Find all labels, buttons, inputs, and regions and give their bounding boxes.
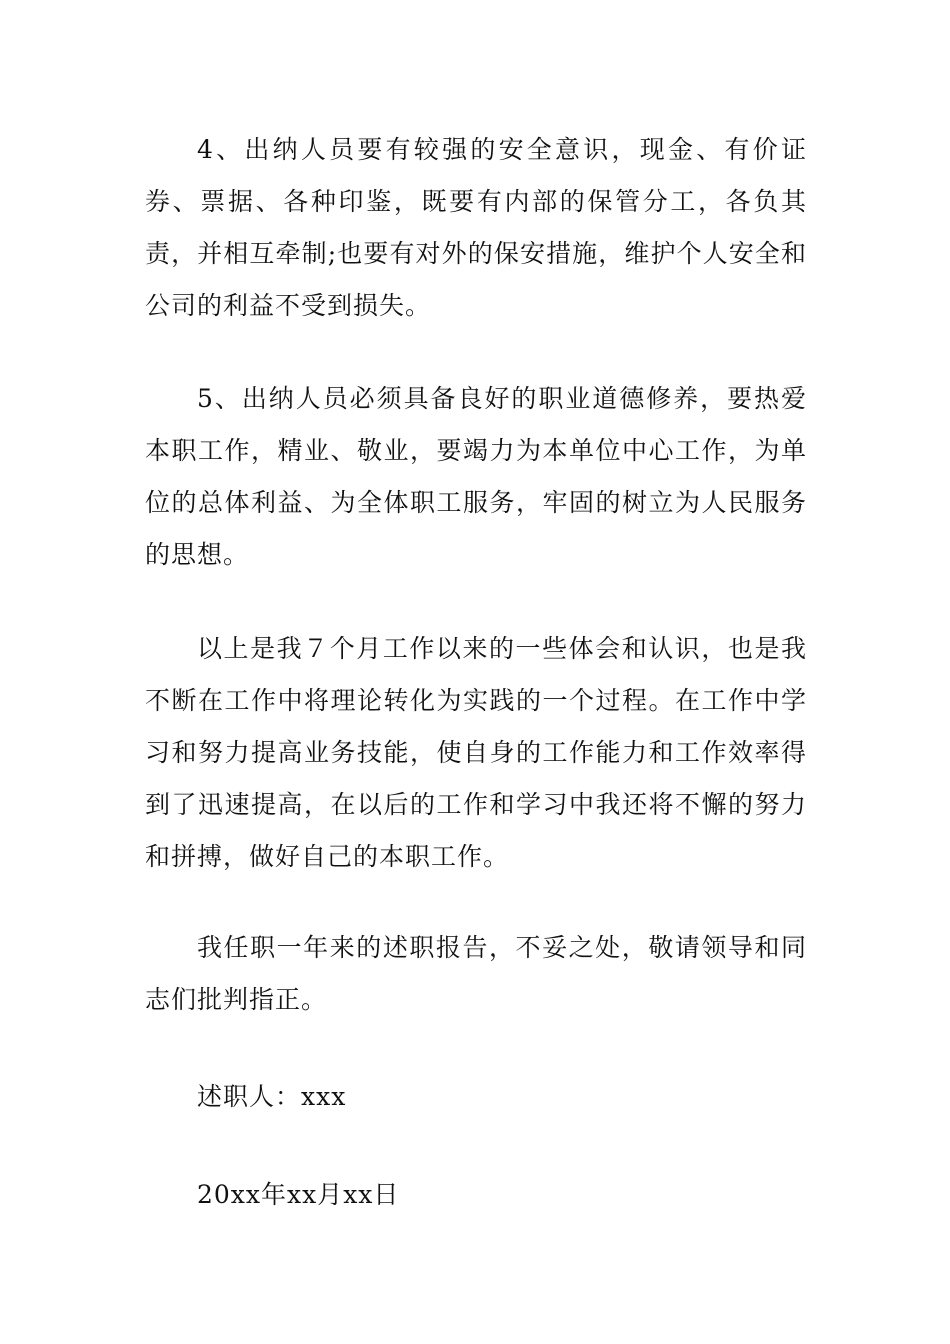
paragraph-closing: 我任职一年来的述职报告，不妥之处，敬请领导和同志们批判指正。	[145, 933, 807, 1014]
date-line: 20xx年xx月xx日	[197, 1180, 400, 1209]
paragraph-cashier-security: 4、出纳人员要有较强的安全意识，现金、有价证券、票据、各种印鉴，既要有内部的保管分工，各负其责，并相互牵制;也要有对外的保安措施，维护个人安全和公司的利益不受到损失。	[145, 135, 807, 320]
paragraph-cashier-ethics: 5、出纳人员必须具备良好的职业道德修养，要热爱本职工作，精业、敬业，要竭力为本单位中心工作，为单位的总体利益、为全体职工服务，牢固的树立为人民服务的思想。	[145, 384, 807, 569]
signature-line: 述职人：xxx	[197, 1082, 347, 1111]
paragraph-summary: 以上是我７个月工作以来的一些体会和认识，也是我不断在工作中将理论转化为实践的一个过程。在工作中学习和努力提高业务技能，使自身的工作能力和工作效率得到了迅速提高，在以后的工作和学习中我还将不懈的努力和拼搏，做好自己的本职工作。	[145, 634, 807, 871]
